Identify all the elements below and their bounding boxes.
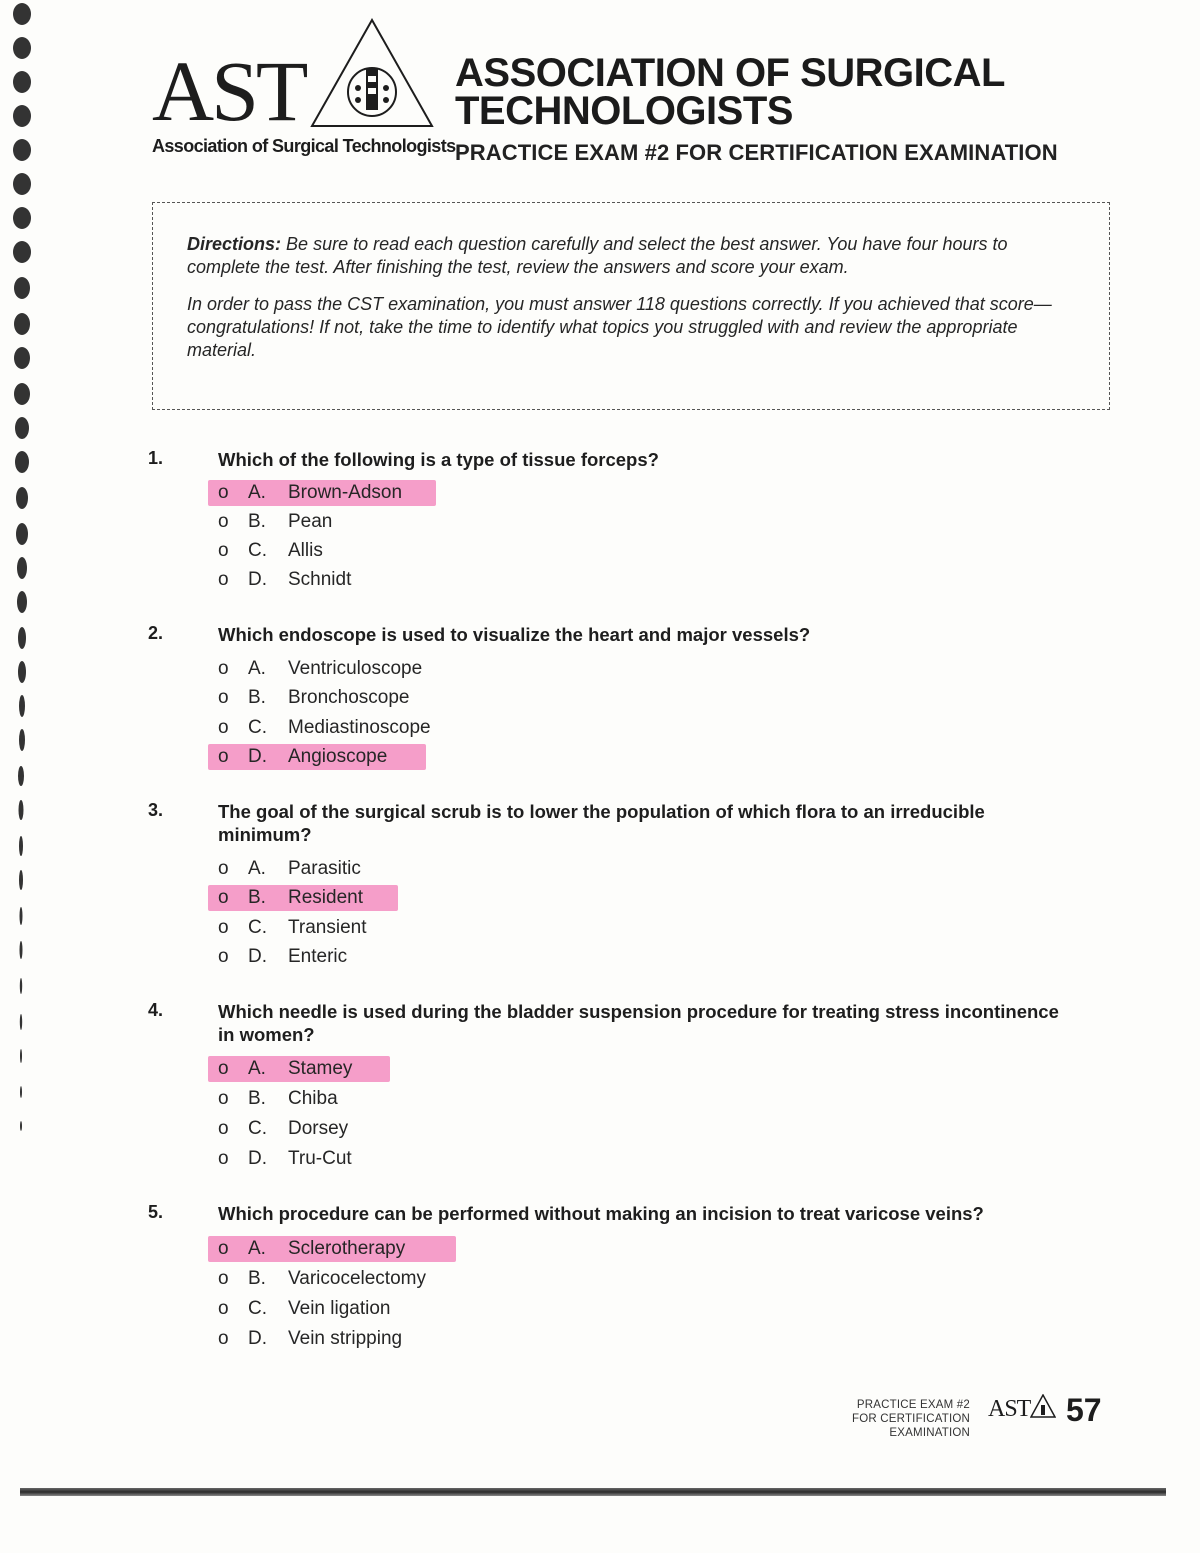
radio-bullet-icon[interactable]: o xyxy=(218,511,229,532)
footer-line-2: FOR CERTIFICATION EXAMINATION xyxy=(852,1413,970,1439)
footer-caption xyxy=(770,1398,970,1440)
option-letter: C. xyxy=(248,1118,267,1139)
option-text: Resident xyxy=(288,887,363,908)
option-text: Dorsey xyxy=(288,1118,349,1139)
question-number: 2. xyxy=(148,623,164,643)
question-number: 3. xyxy=(148,800,164,820)
option-letter: A. xyxy=(248,658,266,679)
option-text: Chiba xyxy=(288,1088,338,1109)
answer-option-b[interactable] xyxy=(208,1086,608,1112)
option-text: Mediastinoscope xyxy=(288,717,431,738)
option-text: Bronchoscope xyxy=(288,687,410,708)
footer-logo-triangle-icon xyxy=(1030,1394,1056,1418)
radio-bullet-icon[interactable]: o xyxy=(218,687,229,708)
directions-label: Directions: xyxy=(187,234,282,254)
answer-option-a[interactable] xyxy=(208,656,608,682)
option-text: Tru-Cut xyxy=(288,1148,352,1169)
footer-line-1: PRACTICE EXAM #2 xyxy=(856,1399,970,1411)
option-letter: D. xyxy=(248,746,267,767)
footer-logo xyxy=(988,1394,1056,1423)
option-text: Schnidt xyxy=(288,569,352,590)
question-4 xyxy=(148,1000,1098,1176)
answer-option-c[interactable] xyxy=(208,915,608,941)
option-letter: A. xyxy=(248,1058,266,1079)
option-letter: D. xyxy=(248,569,267,590)
option-letter: B. xyxy=(248,1088,266,1109)
option-letter: D. xyxy=(248,1328,267,1349)
answer-option-c[interactable] xyxy=(208,538,608,564)
option-letter: A. xyxy=(248,482,266,503)
ast-logo xyxy=(150,18,456,168)
option-letter: A. xyxy=(248,858,266,879)
option-text: Brown-Adson xyxy=(288,482,403,503)
option-text: Transient xyxy=(288,917,367,938)
directions-box xyxy=(152,202,1110,410)
option-text: Pean xyxy=(288,511,333,532)
question-2 xyxy=(148,623,1098,774)
question-number: 5. xyxy=(148,1202,164,1222)
radio-bullet-icon[interactable]: o xyxy=(218,540,229,561)
option-letter: D. xyxy=(248,946,267,967)
answer-option-d[interactable] xyxy=(208,1146,608,1172)
radio-bullet-icon[interactable]: o xyxy=(218,1328,229,1349)
option-letter: B. xyxy=(248,511,266,532)
question-text: Which needle is used during the bladder suspension procedure for treating stress incontinence in women? xyxy=(218,1001,1059,1045)
option-text: Parasitic xyxy=(288,858,361,879)
answer-option-c[interactable] xyxy=(208,715,608,741)
answer-option-d[interactable] xyxy=(208,744,608,770)
question-number: 1. xyxy=(148,448,164,468)
option-letter: C. xyxy=(248,917,267,938)
question-text: Which of the following is a type of tissue forceps? xyxy=(218,449,659,470)
radio-bullet-icon[interactable]: o xyxy=(218,482,229,503)
logo-wordmark: AST xyxy=(152,43,306,139)
radio-bullet-icon[interactable]: o xyxy=(218,1148,229,1169)
option-text: Allis xyxy=(288,540,323,561)
question-3 xyxy=(148,800,1098,974)
radio-bullet-icon[interactable]: o xyxy=(218,1058,229,1079)
page-number: 57 xyxy=(1066,1392,1102,1428)
footer-logo-text: AST xyxy=(988,1396,1031,1422)
option-text: Sclerotherapy xyxy=(288,1238,406,1259)
option-letter: D. xyxy=(248,1148,267,1169)
option-text: Enteric xyxy=(288,946,348,967)
answer-option-b[interactable] xyxy=(208,885,608,911)
question-1 xyxy=(148,448,1098,597)
answer-option-b[interactable] xyxy=(208,1266,608,1292)
answer-option-a[interactable] xyxy=(208,1236,608,1262)
directions-paragraph-1 xyxy=(187,233,1075,279)
radio-bullet-icon[interactable]: o xyxy=(218,946,229,967)
option-letter: B. xyxy=(248,1268,266,1289)
option-letter: C. xyxy=(248,1298,267,1319)
question-text: The goal of the surgical scrub is to lower the population of which flora to an irreducible minimum? xyxy=(218,801,985,845)
answer-option-a[interactable] xyxy=(208,480,608,506)
option-letter: A. xyxy=(248,1238,266,1259)
answer-option-b[interactable] xyxy=(208,509,608,535)
answer-option-b[interactable] xyxy=(208,685,608,711)
radio-bullet-icon[interactable]: o xyxy=(218,717,229,738)
answer-option-c[interactable] xyxy=(208,1116,608,1142)
radio-bullet-icon[interactable]: o xyxy=(218,569,229,590)
radio-bullet-icon[interactable]: o xyxy=(218,746,229,767)
spiral-binding xyxy=(0,0,40,1553)
option-letter: B. xyxy=(248,887,266,908)
option-letter: C. xyxy=(248,717,267,738)
option-text: Vein stripping xyxy=(288,1328,403,1349)
radio-bullet-icon[interactable]: o xyxy=(218,1268,229,1289)
radio-bullet-icon[interactable]: o xyxy=(218,1088,229,1109)
radio-bullet-icon[interactable]: o xyxy=(218,1298,229,1319)
answer-option-d[interactable] xyxy=(208,944,608,970)
answer-option-a[interactable] xyxy=(208,1056,608,1082)
logo-triangle-icon xyxy=(310,18,434,130)
page-footer xyxy=(760,1390,1110,1440)
radio-bullet-icon[interactable]: o xyxy=(218,1238,229,1259)
question-text: Which endoscope is used to visualize the heart and major vessels? xyxy=(218,624,811,645)
option-text: Varicocelectomy xyxy=(288,1268,426,1289)
question-number: 4. xyxy=(148,1000,164,1020)
answer-option-d[interactable] xyxy=(208,567,608,593)
radio-bullet-icon[interactable]: o xyxy=(218,917,229,938)
option-text: Angioscope xyxy=(288,746,388,767)
title-line-1: ASSOCIATION OF SURGICAL xyxy=(455,51,1005,95)
option-letter: B. xyxy=(248,687,266,708)
radio-bullet-icon[interactable]: o xyxy=(218,658,229,679)
page-title xyxy=(455,51,1005,133)
question-5 xyxy=(148,1202,1098,1356)
question-text: Which procedure can be performed without making an incision to treat varicose veins? xyxy=(218,1203,984,1224)
bottom-scan-edge xyxy=(20,1488,1166,1496)
answer-option-c[interactable] xyxy=(208,1296,608,1322)
option-letter: C. xyxy=(248,540,267,561)
option-text: Stamey xyxy=(288,1058,353,1079)
radio-bullet-icon[interactable]: o xyxy=(218,858,229,879)
option-text: Ventriculoscope xyxy=(288,658,423,679)
radio-bullet-icon[interactable]: o xyxy=(218,887,229,908)
radio-bullet-icon[interactable]: o xyxy=(218,1118,229,1139)
answer-option-a[interactable] xyxy=(208,856,608,882)
directions-text-2: In order to pass the CST examination, you must answer 118 questions correctly. If you achieved that score—congratulations! If not, take the time to identify what topics you struggled with and review the appropriate material. xyxy=(187,294,1052,360)
option-text: Vein ligation xyxy=(288,1298,391,1319)
logo-subtitle: Association of Surgical Technologists xyxy=(152,136,456,156)
directions-text-1: Be sure to read each question carefully and select the best answer. You have four hours to complete the test. After finishing the test, review the answers and score your exam. xyxy=(187,234,1008,277)
title-line-2: TECHNOLOGISTS xyxy=(455,89,793,133)
answer-option-d[interactable] xyxy=(208,1326,608,1352)
page-subtitle: PRACTICE EXAM #2 FOR CERTIFICATION EXAMINATION xyxy=(455,140,1058,165)
